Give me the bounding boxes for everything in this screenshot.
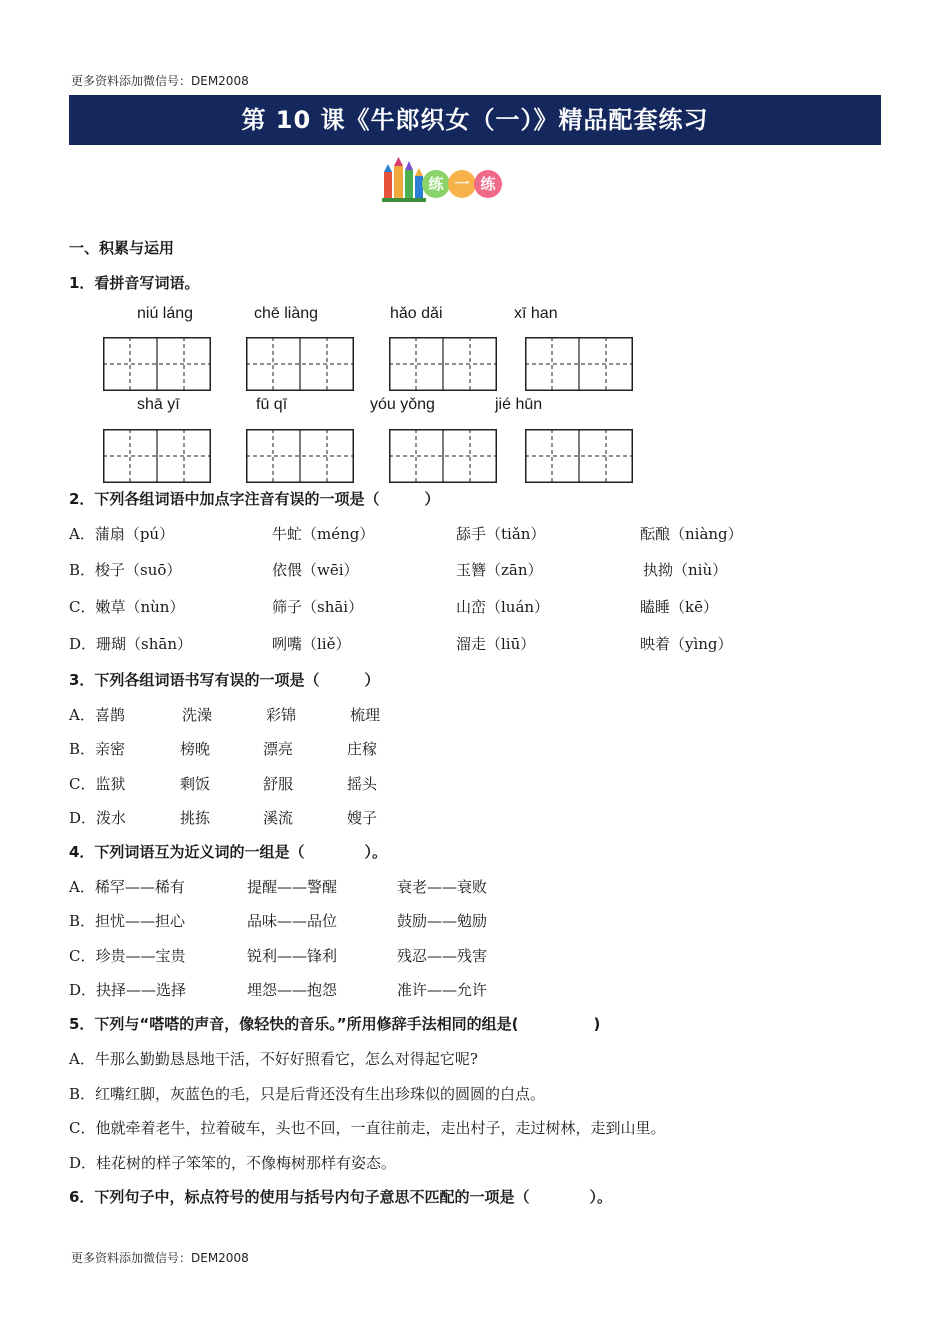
writing-grid[interactable] (525, 337, 633, 391)
q3-option: 剩饭 (180, 775, 211, 793)
badge-char-2: 一 (448, 170, 476, 198)
question-3: 3．下列各组词语书写有误的一项是（ ） (69, 671, 380, 689)
pinyin-5: shā yī (137, 396, 180, 413)
writing-grid[interactable] (389, 337, 497, 391)
q2-option: 咧嘴（liě） (272, 635, 351, 653)
q4-option: 埋怨——抱怨 (247, 981, 338, 999)
writing-grid[interactable] (246, 429, 354, 483)
q3-option: 摇头 (347, 775, 378, 793)
q3-option: 庄稼 (347, 740, 378, 758)
writing-grid[interactable] (103, 337, 211, 391)
practice-badge (382, 156, 512, 204)
q3-option: 榜晚 (180, 740, 211, 758)
q3-option: A．喜鹊 (69, 706, 125, 724)
q5-option: D．桂花树的样子笨笨的，不像梅树那样有姿态。 (69, 1154, 397, 1172)
pinyin-7: yóu yǒng (370, 396, 435, 413)
q4-option: A．稀罕——稀有 (69, 878, 185, 896)
q2-option: D．珊瑚（shān） (69, 635, 192, 653)
footer-note: 更多资料添加微信号：DEM2008 (71, 1251, 249, 1265)
q3-option: B．亲密 (69, 740, 126, 758)
q3-option: 嫂子 (347, 809, 378, 827)
q3-option: 溪流 (263, 809, 294, 827)
section-heading: 一、积累与运用 (69, 239, 175, 257)
writing-grid[interactable] (103, 429, 211, 483)
q4-option: 准许——允许 (397, 981, 488, 999)
q5-option: A．牛那么勤勤恳恳地干活，不好好照看它，怎么对得起它呢? (69, 1050, 478, 1068)
question-1: 1．看拼音写词语。 (69, 274, 200, 292)
pinyin-8: jié hūn (495, 396, 543, 413)
question-5: 5．下列与“嗒嗒的声音，像轻快的音乐。”所用修辞手法相同的组是( ) (69, 1015, 601, 1033)
q3-option: 挑拣 (180, 809, 211, 827)
title-banner (69, 95, 881, 145)
pinyin-6: fū qī (256, 396, 288, 413)
q2-option: 瞌睡（kē） (640, 598, 718, 616)
pinyin-4: xī han (514, 305, 558, 322)
q3-option: C．监狱 (69, 775, 126, 793)
q2-option: 山峦（luán） (456, 598, 550, 616)
pinyin-1: niú láng (137, 305, 194, 322)
writing-grid[interactable] (525, 429, 633, 483)
q2-option: 筛子（shāi） (272, 598, 364, 616)
q4-option: 衰老——衰败 (397, 878, 488, 896)
question-4: 4．下列词语互为近义词的一组是（ ）。 (69, 843, 387, 861)
q4-option: 提醒——警醒 (247, 878, 338, 896)
q2-option: 映着（yìng） (640, 635, 733, 653)
q4-option: D．抉择——选择 (69, 981, 187, 999)
q2-option: 溜走（liū） (456, 635, 536, 653)
q2-option: 依偎（wēi） (272, 561, 359, 579)
pinyin-3: hǎo dǎi (390, 305, 443, 322)
badge-char-3: 练 (474, 170, 502, 198)
writing-grid[interactable] (246, 337, 354, 391)
q5-option: C．他就牵着老牛，拉着破车，头也不回，一直往前走，走出村子，走过树林，走到山里。 (69, 1119, 666, 1137)
page-title: 第 10 课《牛郎织女（一）》精品配套练习 (241, 106, 709, 134)
q4-option: B．担忧——担心 (69, 912, 186, 930)
q2-option: C．嫩草（nùn） (69, 598, 185, 616)
writing-grid[interactable] (389, 429, 497, 483)
q2-option: 牛虻（méng） (272, 525, 375, 543)
q3-option: 梳理 (350, 706, 381, 724)
pinyin-2: chē liàng (254, 305, 319, 322)
q3-option: 漂亮 (263, 740, 294, 758)
header-note: 更多资料添加微信号：DEM2008 (71, 74, 249, 88)
question-2: 2．下列各组词语中加点字注音有误的一项是（ ） (69, 490, 440, 508)
q3-option: D．泼水 (69, 809, 127, 827)
q2-option: B．梭子（suō） (69, 561, 182, 579)
q5-option: B．红嘴红脚，灰蓝色的毛，只是后背还没有生出珍珠似的圆圆的白点。 (69, 1085, 546, 1103)
badge-char-1: 练 (422, 170, 450, 198)
q2-option: 酝酿（niàng） (640, 525, 743, 543)
q2-option: 舔手（tiǎn） (456, 525, 546, 543)
q3-option: 舒服 (263, 775, 294, 793)
q2-option: A．蒲扇（pú） (69, 525, 175, 543)
q4-option: 鼓励——勉励 (397, 912, 488, 930)
q2-option: 执拗（niù） (643, 561, 728, 579)
q2-option: 玉簪（zān） (456, 561, 543, 579)
q4-option: 品味——品位 (247, 912, 338, 930)
building-icon (382, 156, 426, 202)
q4-option: 残忍——残害 (397, 947, 488, 965)
q3-option: 彩锦 (266, 706, 297, 724)
q4-option: C．珍贵——宝贵 (69, 947, 186, 965)
question-6: 6．下列句子中，标点符号的使用与括号内句子意思不匹配的一项是（ ）。 (69, 1188, 612, 1206)
q3-option: 洗澡 (182, 706, 213, 724)
q4-option: 锐利——锋利 (247, 947, 338, 965)
